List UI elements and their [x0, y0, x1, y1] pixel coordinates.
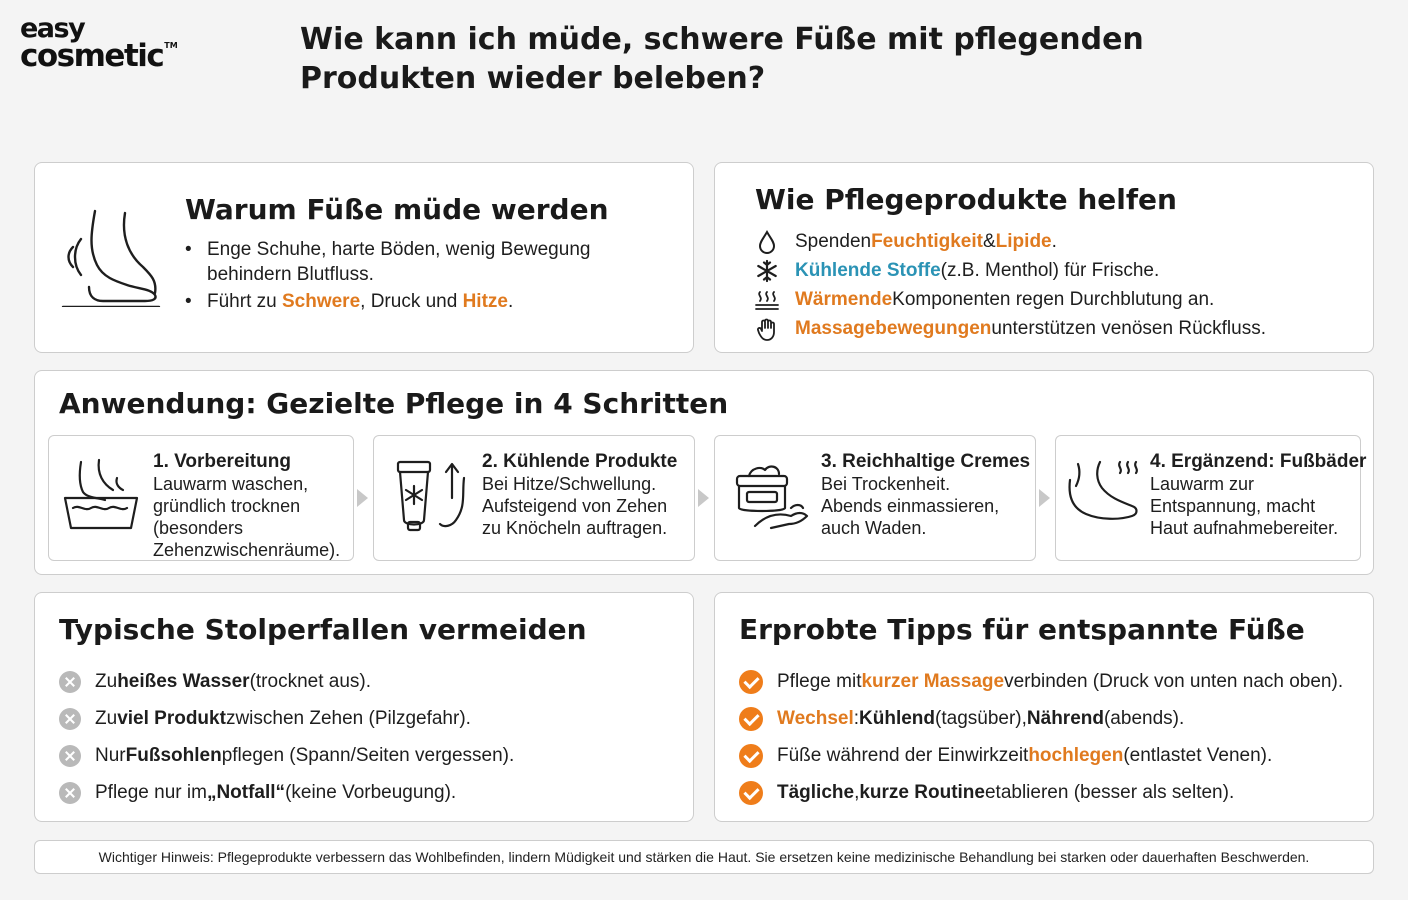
- check-circle-icon: [739, 781, 763, 805]
- pitfall-item: Zu viel Produkt zwischen Zehen (Pilzgefahr).: [59, 700, 514, 737]
- pitfall-item: Nur Fußsohlen pflegen (Spann/Seiten vergessen).: [59, 737, 514, 774]
- logo-trademark: TM: [164, 40, 178, 50]
- x-circle-icon: [59, 782, 81, 804]
- apply-title: Anwendung: Gezielte Pflege in 4 Schritten: [59, 387, 729, 420]
- step-4-title: 4. Ergänzend: Fußbäder: [1150, 451, 1367, 472]
- step-3-text: Bei Trockenheit. Abends einmassieren, auch Waden.: [821, 474, 1000, 538]
- why-list: [185, 237, 665, 316]
- check-circle-icon: [739, 744, 763, 768]
- important-note: Wichtiger Hinweis: Pflegeprodukte verbessern das Wohlbefinden, lindern Müdigkeit und stärken die Haut. Sie ersetzen keine medizinische Behandlung bei starken oder dauerhaften Beschwerden.: [34, 840, 1374, 874]
- pitfalls-title: Typische Stolperfallen vermeiden: [59, 613, 587, 646]
- warm-foot-icon: [1066, 458, 1144, 533]
- why-bullet-2: • Führt zu Schwere, Druck und Hitze.: [185, 289, 665, 314]
- cream-jar-icon: [731, 458, 811, 537]
- water-drop-icon: [753, 230, 781, 254]
- hand-icon: [753, 317, 781, 341]
- logo-line-1: easy: [20, 13, 85, 44]
- pitfalls-card: [34, 592, 694, 822]
- foot-bath-icon: [59, 456, 143, 539]
- step-2-cooling: [373, 435, 695, 561]
- x-circle-icon: [59, 708, 81, 730]
- step-2-text: Bei Hitze/Schwellung. Aufsteigend von Zehen zu Knöcheln auftragen.: [482, 474, 668, 538]
- tips-card: [714, 592, 1374, 822]
- x-circle-icon: [59, 671, 81, 693]
- help-item-cooling: Kühlende Stoffe (z.B. Menthol) für Frische.: [753, 256, 1266, 285]
- pitfall-item: Pflege nur im „Notfall“ (keine Vorbeugung).: [59, 774, 514, 811]
- help-list: [753, 227, 1266, 343]
- tip-item: Pflege mit kurzer Massage verbinden (Druck von unten nach oben).: [739, 663, 1343, 700]
- tip-item: Wechsel : Kühlend (tagsüber), Nährend (abends).: [739, 700, 1343, 737]
- help-item-massage: Massagebewegungen unterstützen venösen Rückfluss.: [753, 314, 1266, 343]
- step-4-text: Lauwarm zur Entspannung, macht Haut aufnahmebereiter.: [1150, 474, 1339, 538]
- tired-foot-icon: [59, 203, 169, 312]
- step-3-title: 3. Reichhaltige Cremes: [821, 451, 1031, 472]
- step-arrow-1: [357, 489, 368, 507]
- help-item-moisture: Spenden Feuchtigkeit & Lipide .: [753, 227, 1266, 256]
- step-3-rich-creams: [714, 435, 1036, 561]
- step-1-preparation: [48, 435, 354, 561]
- tips-list: [739, 663, 1343, 811]
- step-2-title: 2. Kühlende Produkte: [482, 451, 678, 472]
- cooling-tube-icon: [394, 458, 474, 539]
- logo-line-2: cosmetic: [20, 37, 164, 74]
- tip-item: Füße während der Einwirkzeit hochlegen (entlastet Venen).: [739, 737, 1343, 774]
- why-bullet-1: • Enge Schuhe, harte Böden, wenig Bewegung behindern Blutfluss.: [185, 237, 665, 287]
- brand-logo: [20, 13, 178, 74]
- heat-waves-icon: [753, 288, 781, 312]
- why-tired-card: [34, 162, 694, 353]
- step-1-text: Lauwarm waschen, gründlich trocknen (besonders Zehenzwischenräume).: [153, 474, 341, 560]
- step-arrow-2: [698, 489, 709, 507]
- step-arrow-3: [1039, 489, 1050, 507]
- help-title: Wie Pflegeprodukte helfen: [755, 183, 1177, 216]
- step-1-title: 1. Vorbereitung: [153, 451, 291, 472]
- tip-item: Tägliche , kurze Routine etablieren (besser als selten).: [739, 774, 1343, 811]
- page-title: Wie kann ich müde, schwere Füße mit pflegenden Produkten wieder beleben?: [300, 22, 1144, 96]
- tips-title: Erprobte Tipps für entspannte Füße: [739, 613, 1305, 646]
- application-steps-card: [34, 370, 1374, 575]
- pitfalls-list: [59, 663, 514, 811]
- check-circle-icon: [739, 707, 763, 731]
- snowflake-icon: [753, 259, 781, 283]
- step-4-foot-baths: [1055, 435, 1367, 561]
- pitfall-item: Zu heißes Wasser (trocknet aus).: [59, 663, 514, 700]
- why-title: Warum Füße müde werden: [185, 193, 609, 226]
- how-products-help-card: [714, 162, 1374, 353]
- x-circle-icon: [59, 745, 81, 767]
- help-item-warming: Wärmende Komponenten regen Durchblutung an.: [753, 285, 1266, 314]
- check-circle-icon: [739, 670, 763, 694]
